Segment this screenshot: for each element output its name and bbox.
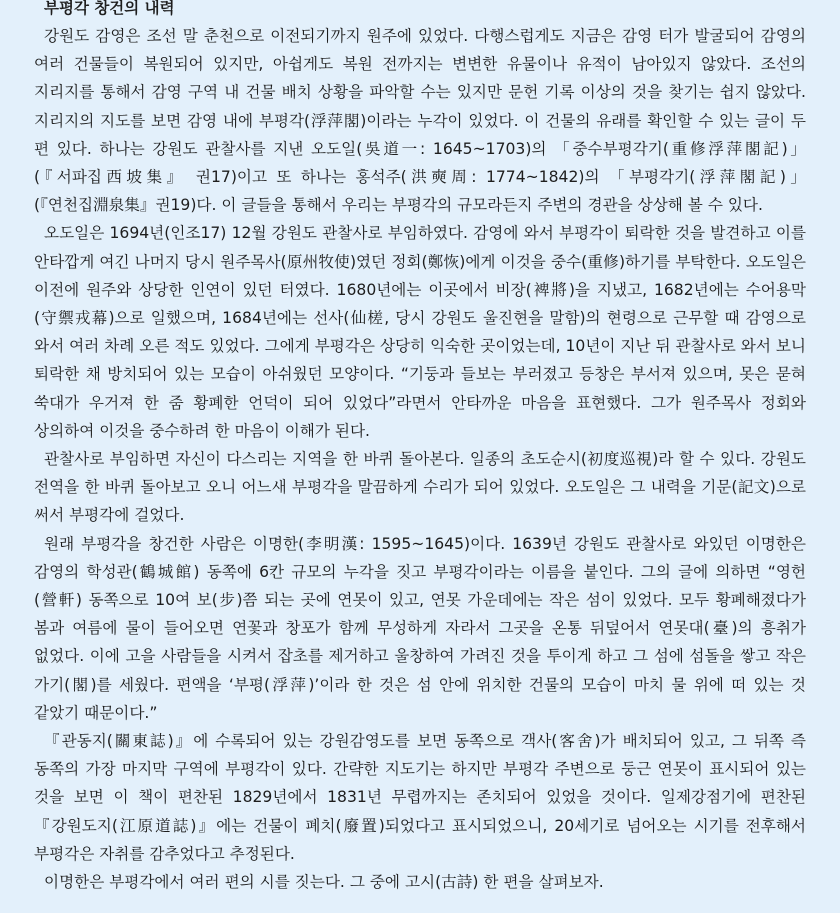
paragraph: 강원도 감영은 조선 말 춘천으로 이전되기까지 원주에 있었다. 다행스럽게도 지금은 감영 터가 발굴되어 감영의 여러 건물들이 복원되어 있지만, 아쉽게도 복원 전까지는 변변한 유물이나 유적이 남아있지 않았다. 조선의 지리지를 통해서 감영 구역 내 건물 배치 상황을 파악할 수는 있지만 문헌 기록 이상의 것을 찾기는 쉽지 않았다. 지리지의 지도를 보면 감영 내에 부평각(浮萍閣)이라는 누각이 있었다. 이 건물의 유래를 확인할 수 있는 글이 두 편 있다. 하나는 강원도 관찰사를 지낸 오도일(吳道一: 1645~1703)의 「중수부평각기(重修浮萍閣記)」(『서파집西坡集』 권17)이고 또 하나는 홍석주(洪奭周: 1774~1842)의 「부평각기(浮萍閣記)」(『연천집淵泉集』권19)다. 이 글들을 통해서 우리는 부평각의 규모라든지 주변의 경관을 상상해 볼 수 있다. xyxy=(34,27,806,215)
paragraph: 이명한은 부평각에서 여러 편의 시를 짓는다. 그 중에 고시(古詩) 한 편을 살펴보자. xyxy=(44,873,604,892)
article-body xyxy=(34,22,806,896)
paragraph: 『관동지(關東誌)』에 수록되어 있는 강원감영도를 보면 동쪽으로 객사(客舍)가 배치되어 있고, 그 뒤쪽 즉 동쪽의 가장 마지막 구역에 부평각이 있다. 간략한 지도기는 하지만 부평각 주변으로 둥근 연못이 표시되어 있는 것을 보면 이 책이 편찬된 1829년에서 1831년 무렵까지는 존치되어 있었을 것이다. 일제강점기에 편찬된 『강원도지(江原道誌)』에는 건물이 폐치(廢置)되었다고 표시되었으니, 20세기로 넘어오는 시기를 전후해서 부평각은 자취를 감추었다고 추정된다. xyxy=(34,732,806,863)
paragraph: 관찰사로 부임하면 자신이 다스리는 지역을 한 바퀴 돌아본다. 일종의 초도순시(初度巡視)라 할 수 있다. 강원도 전역을 한 바퀴 돌아보고 오니 어느새 부평각을 말끔하게 수리가 되어 있었다. 오도일은 그 내력을 기문(記文)으로 써서 부평각에 걸었다. xyxy=(34,450,806,525)
paragraph: 오도일은 1694년(인조17) 12월 강원도 관찰사로 부임하였다. 감영에 와서 부평각이 퇴락한 것을 발견하고 이를 안타깝게 여긴 나머지 당시 원주목사(原州牧使)였던 정회(鄭恢)에게 이것을 중수(重修)하기를 부탁한다. 오도일은 이전에 원주와 상당한 인연이 있던 터였다. 1680년에는 이곳에서 비장(裨將)을 지냈고, 1682년에는 수어용막(守禦戎幕)으로 일했으며, 1684년에는 선사(仙槎, 당시 강원도 울진현을 말함)의 현령으로 근무할 때 감영으로 와서 여러 차례 오른 적도 있었다. 그에게 부평각은 상당히 익숙한 곳이었는데, 10년이 지난 뒤 관찰사로 와서 보니 퇴락한 채 방치되어 있는 모습이 아쉬웠던 모양이다. “기둥과 들보는 부러졌고 등창은 부서져 있으며, 못은 묻혀 쑥대가 우거져 한 줌 황폐한 언덕이 되어 있었다”라면서 안타까운 마음을 표현했다. 그가 원주목사 정회와 상의하여 이것을 중수하려 한 마음이 이해가 된다. xyxy=(34,224,807,440)
section-heading: 부평각 창건의 내력 xyxy=(44,0,175,17)
paragraph: 원래 부평각을 창건한 사람은 이명한(李明漢: 1595~1645)이다. 1639년 강원도 관찰사로 와있던 이명한은 감영의 학성관(鶴城館) 동쪽에 6칸 규모의 누각을 짓고 부평각이라는 이름을 붙인다. 그의 글에 의하면 “영헌(營軒) 동쪽으로 10여 보(步)쯤 되는 곳에 연못이 있고, 연못 가운데에는 작은 섬이 있었다. 모두 황폐해졌다가 봄과 여름에 물이 들어오면 연꽃과 창포가 함께 무성하게 자라서 그곳을 온통 뒤덮어서 연못대(臺)의 흥취가 없었다. 이에 고을 사람들을 시켜서 잡초를 제거하고 울창하여 가려진 것을 투이게 하고 그 섬에 섬돌을 쌓고 작은 가기(閣)를 세웠다. 편액을 ‘부평(浮萍)’이라 한 것은 섬 안에 위치한 건물의 모습이 마치 물 위에 떠 있는 것 같았기 때문이다.” xyxy=(34,534,806,722)
